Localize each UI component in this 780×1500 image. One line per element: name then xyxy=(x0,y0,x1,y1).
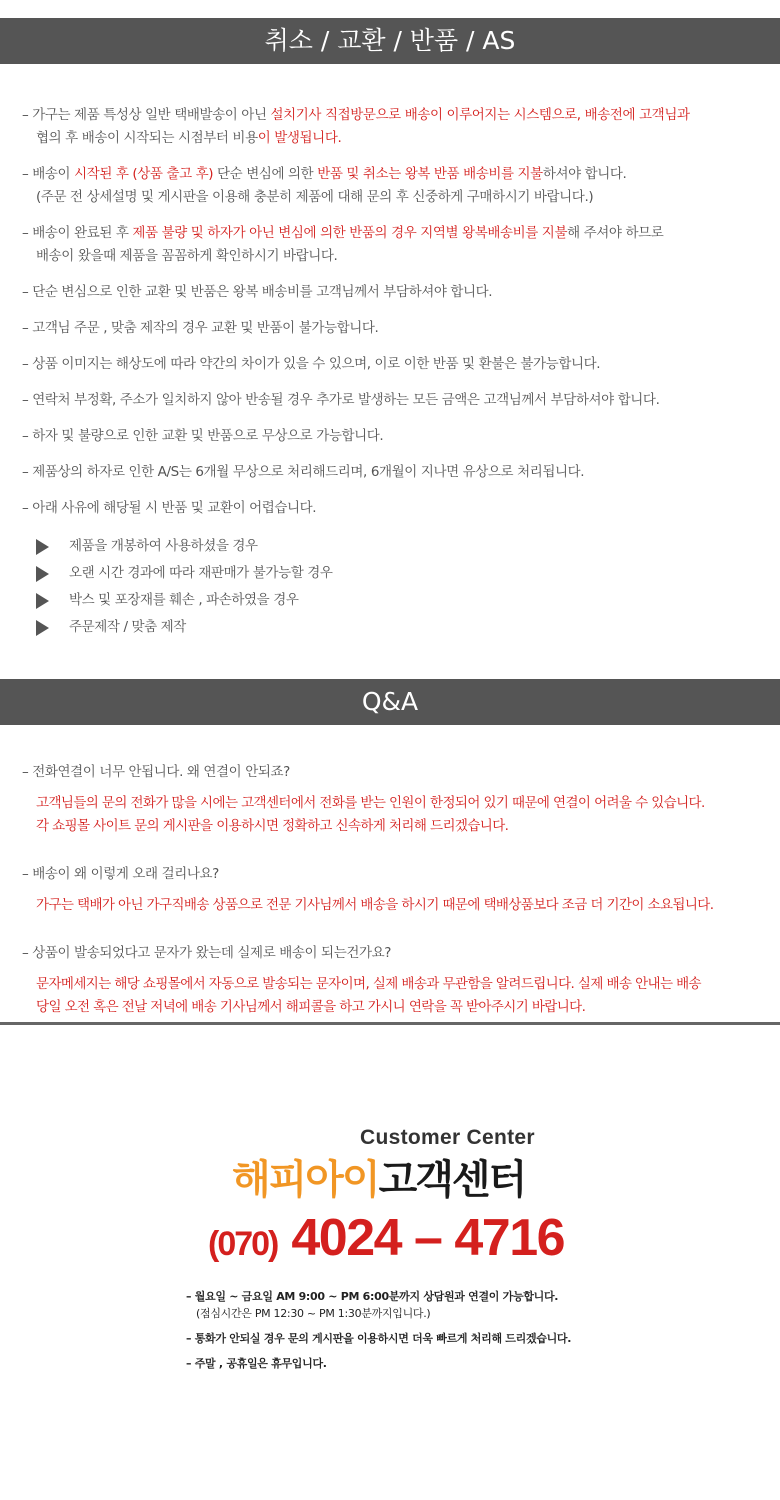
qa-answer xyxy=(22,973,770,1019)
brand-name: 해피아이 xyxy=(232,1157,379,1203)
reason-item xyxy=(36,533,770,560)
no-return-reasons xyxy=(22,533,770,641)
policy-item-line xyxy=(22,461,770,484)
reason-item xyxy=(36,614,770,641)
customer-center-name xyxy=(232,1148,525,1205)
qa-answer-line: 각 쇼핑몰 사이트 문의 게시판을 이용하시면 정확하고 신속하게 처리해 드리겠습니다. xyxy=(36,818,509,834)
policy-item-line xyxy=(22,245,770,268)
reason-text: 제품을 개봉하여 사용하셨을 경우 xyxy=(69,538,258,554)
policy-item-line xyxy=(22,222,770,245)
policy-text: – 하자 및 불량으로 인한 교환 및 반품으로 무상으로 가능합니다. xyxy=(22,428,384,444)
reason-item xyxy=(36,560,770,587)
policy-text: – 배송이 완료된 후 xyxy=(22,225,133,241)
policy-text: – 연락처 부정확, 주소가 일치하지 않아 반송될 경우 추가로 발생하는 모든 금액은 고객님께서 부담하셔야 합니다. xyxy=(22,392,660,408)
board-note: – 통화가 안되실 경우 문의 게시판을 이용하시면 더욱 빠르게 처리해 드리겠습니다. xyxy=(186,1332,572,1345)
qa-answer-line: 문자메세지는 해당 쇼핑몰에서 자동으로 발송되는 문자이며, 실제 배송과 무관함을 알려드립니다. 실제 배송 안내는 배송 xyxy=(36,976,701,992)
policy-section xyxy=(0,64,780,641)
qa-question: – 전화연결이 너무 안됩니다. 왜 연결이 안되죠? xyxy=(22,764,290,780)
policy-text: – 단순 변심으로 인한 교환 및 반품은 왕복 배송비를 고객님께서 부담하셔야 합니다. xyxy=(22,284,493,300)
phone-main-number: 4024 – 4716 xyxy=(291,1209,565,1267)
service-hours-note: – 월요일 ~ 금요일 AM 9:00 ~ PM 6:00분까지 상담원과 연결이 가능합니다. (점심시간은 PM 12:30 ~ PM 1:30분까지입니다.) xyxy=(186,1288,571,1322)
policy-item xyxy=(22,222,770,268)
policy-text: – 배송이 xyxy=(22,166,75,182)
triangle-bullet-icon xyxy=(36,593,49,609)
section-divider xyxy=(0,1022,780,1025)
policy-text: 단순 변심에 의한 xyxy=(213,166,318,182)
policy-item-line xyxy=(22,186,770,209)
policy-title: 취소 / 교환 / 반품 / AS xyxy=(264,26,516,55)
qa-answer-line: 고객님들의 문의 전화가 많을 시에는 고객센터에서 전화를 받는 인원이 한정되어 있기 때문에 연결이 어려울 수 있습니다. xyxy=(36,795,705,811)
policy-item xyxy=(22,425,770,448)
policy-item xyxy=(22,281,770,304)
policy-item xyxy=(22,353,770,376)
policy-item xyxy=(22,389,770,412)
phone-number xyxy=(208,1208,564,1268)
qa-section xyxy=(0,725,780,1019)
lunch-note: (점심시간은 PM 12:30 ~ PM 1:30분까지입니다.) xyxy=(196,1307,431,1320)
policy-text: 협의 후 배송이 시작되는 시점부터 비용 xyxy=(36,130,258,146)
phone-area-code: (070) xyxy=(208,1225,278,1263)
reason-text: 오랜 시간 경과에 따라 재판매가 불가능할 경우 xyxy=(69,565,333,581)
reason-text: 박스 및 포장재를 훼손 , 파손하였을 경우 xyxy=(69,592,299,608)
policy-text: (주문 전 상세설명 및 게시판을 이용해 충분히 제품에 대해 문의 후 신중하게 구매하시기 바랍니다.) xyxy=(36,189,594,205)
service-notes xyxy=(186,1288,571,1380)
policy-header xyxy=(0,18,780,64)
policy-text: 배송이 왔을때 제품을 꼼꼼하게 확인하시기 바랍니다. xyxy=(36,248,338,264)
policy-item xyxy=(22,461,770,484)
policy-highlight: 반품 및 취소는 왕복 반품 배송비를 지불 xyxy=(317,166,543,182)
qa-answer xyxy=(22,792,770,838)
qa-answer-line: 당일 오전 혹은 전날 저녁에 배송 기사님께서 해피콜을 하고 가시니 연락을 꼭 받아주시기 바랍니다. xyxy=(36,999,586,1015)
qa-title: Q&A xyxy=(361,687,419,716)
policy-item-line xyxy=(22,353,770,376)
policy-text: – 아래 사유에 해당될 시 반품 및 교환이 어렵습니다. xyxy=(22,500,317,516)
policy-item-line xyxy=(22,317,770,340)
policy-text: 하셔야 합니다. xyxy=(542,166,627,182)
policy-item-line xyxy=(22,104,770,127)
policy-text: – 상품 이미지는 해상도에 따라 약간의 차이가 있을 수 있으며, 이로 이한 반품 및 환불은 불가능합니다. xyxy=(22,356,601,372)
policy-item xyxy=(22,104,770,150)
policy-highlight: 설치기사 직접방문으로 배송이 이루어지는 시스템으로, 배송전에 고객님과 xyxy=(270,107,690,123)
policy-item-line xyxy=(22,425,770,448)
qa-question: – 배송이 왜 이렇게 오래 걸리나요? xyxy=(22,866,219,882)
policy-item-line xyxy=(22,281,770,304)
triangle-bullet-icon xyxy=(36,539,49,555)
policy-item xyxy=(22,163,770,209)
policy-item-line xyxy=(22,163,770,186)
policy-item xyxy=(22,497,770,520)
qa-question: – 상품이 발송되었다고 문자가 왔는데 실제로 배송이 되는건가요? xyxy=(22,945,392,961)
triangle-bullet-icon xyxy=(36,620,49,636)
reason-text: 주문제작 / 맞춤 제작 xyxy=(69,619,186,635)
holiday-note: – 주말 , 공휴일은 휴무입니다. xyxy=(186,1357,327,1370)
reason-item xyxy=(36,587,770,614)
policy-item-line xyxy=(22,389,770,412)
policy-highlight: 시작된 후 (상품 출고 후) xyxy=(74,166,214,182)
policy-highlight: 제품 불량 및 하자가 아닌 변심에 의한 반품의 경우 지역별 왕복배송비를 지불 xyxy=(132,225,568,241)
qa-header xyxy=(0,679,780,725)
policy-text: – 가구는 제품 특성상 일반 택배발송이 아닌 xyxy=(22,107,271,123)
policy-text: – 제품상의 하자로 인한 A/S는 6개월 무상으로 처리해드리며, 6개월이 지나면 유상으로 처리됩니다. xyxy=(22,464,585,480)
policy-text: – 고객님 주문 , 맞춤 제작의 경우 교환 및 반품이 불가능합니다. xyxy=(22,320,379,336)
policy-text: 해 주셔야 하므로 xyxy=(567,225,664,241)
policy-item-line xyxy=(22,127,770,150)
policy-item xyxy=(22,317,770,340)
qa-answer xyxy=(22,894,770,917)
triangle-bullet-icon xyxy=(36,566,49,582)
customer-center-label: Customer Center xyxy=(360,1126,535,1149)
qa-answer-line: 가구는 택배가 아닌 가구직배송 상품으로 전문 기사님께서 배송을 하시기 때문에 택배상품보다 조금 더 기간이 소요됩니다. xyxy=(36,897,714,913)
center-label: 고객센터 xyxy=(378,1157,526,1203)
policy-item-line xyxy=(22,497,770,520)
policy-highlight: 이 발생됩니다. xyxy=(257,130,342,146)
